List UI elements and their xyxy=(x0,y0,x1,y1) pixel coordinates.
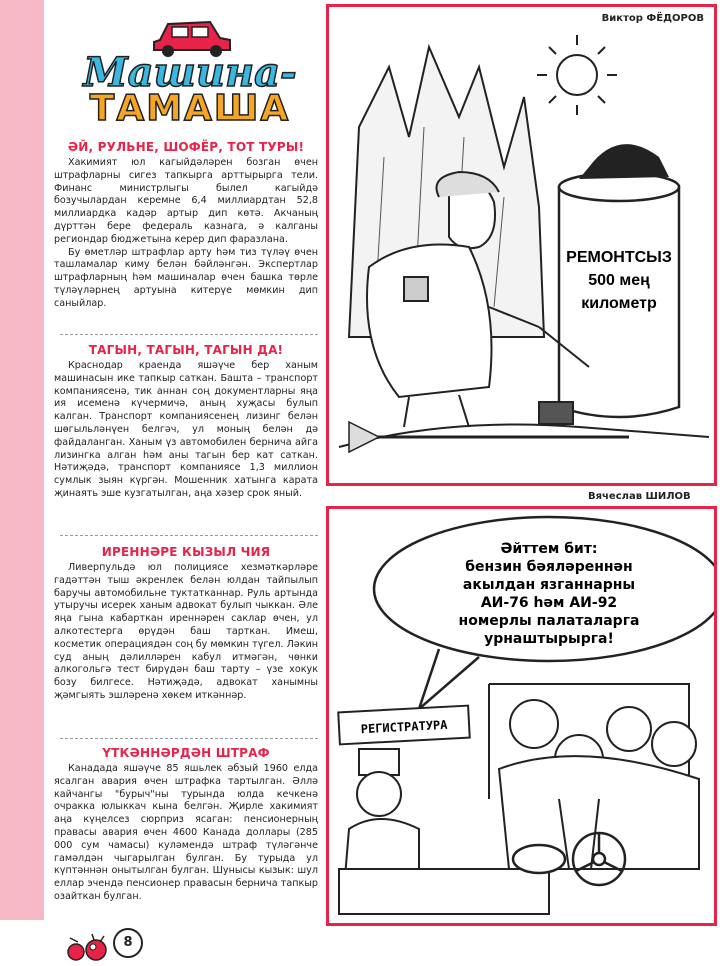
article-paragraph: Краснодар краенда яшәүче бер ханым машинасын ике тапкыр саткан. Башта – транспорт компаниясенә, тик аннан соң документларны яңа ия исеменә күчермичә, аның хуҗасы булып калган. Транспорт компаниясенең лизинг белән шөгыльләнүен белгәч, ул моның белән дә файдаланган. Ханым үз автомобилен бернича айга лизингка алган һәм аны тагын бер кат саткан. Нәтиҗәдә, транспорт компаниясе 1,3 миллион сумлык зыян күргән. Мошенник хатынга карата җинаять эше кузгатылган, аңа хәзер срок яный. xyxy=(54,360,318,499)
tire xyxy=(513,845,565,873)
speech-bubble xyxy=(374,517,714,709)
bubble-line: номерлы палаталарга xyxy=(458,613,640,629)
article-paragraph: Бу өметләр штрафлар арту һәм тиз түләү өчен ташламалар киму белән бәйләнгән. Экспертлар штрафларның һәм машиналар өчен башка төрле түләүләрнең артуына китерүе мөмкин дип саныйлар. xyxy=(54,246,318,309)
article-paragraph: Ливерпульдә юл полициясе хезмәткәрләре гадәттән тыш әкренлек белән юлдан тайпылып баручы автомобильне туктатканнар. Руль артында утыручы исерек ханым адвокат булып чыккан. Әле яңа гына кабарткан иреннәрен саклар өчен, ул алкотестерга өрүдән баш тарткан. Имеш, косметик операциядән соң бу мөмкин түгел. Ләкин суд аның дәлилләрен кабул итмәгән, чөнки алкогольгә тест бирүдән баш тарту – үзе хокук бозу билгесе. Нәтиҗәдә, адвокат ханымны җәмгыять эшләренә хөкем иткәннәр. xyxy=(54,562,318,701)
bubble-line: бензин бәяләреннән xyxy=(465,559,633,575)
article-paragraph: Канадада яшәүче 85 яшьлек әбзый 1960 елда ясалган авария өчен штрафка тартылган. Әллә кайчангы "бурыч"ны турында юлда кечкенә очракка юлыккач кына белгән. Җирле хакимият аңа күңелсез сюрприз ясаган: пенсионерның правасы авария өчен 4600 Канада доллары (285 000 сум чамасы) куләмендә штраф түләгәнче гамәлдән чыгарылган булган. Бу турыда ул күптәннән онытылган булган. Шунысы кызык: шул еллар эчендә пенсионер правасын бернича тапкыр озайткан булган. xyxy=(54,763,318,902)
page-number: 8 xyxy=(113,928,143,958)
cartoon-credit: Виктор ФЁДОРОВ xyxy=(601,13,704,24)
article-red-lips xyxy=(54,545,318,703)
bubble-line: урнаштырырга! xyxy=(484,631,614,647)
registry-sign-text: РЕГИСТРАТУРА xyxy=(360,717,448,737)
article-heading: ТАГЫН, ТАГЫН, ТАГЫН ДА! xyxy=(88,343,284,357)
barrel xyxy=(559,144,679,417)
article-paragraph: Хакимият юл кагыйдәләрен бозган өчен штрафларны сигез тапкырга арттырырга тели. Финанс министрлыгы былел кагыйдә бозучылардан керемне 6,4 миллиардтан 52,8 миллиардка кадәр артыр дип көтә. Акчаның дүрттән бере федераль казнага, ә калганы региондар бюджетына керер дип фаразлана. xyxy=(54,157,318,245)
cartoon-credit: Вячеслав ШИЛОВ xyxy=(588,491,691,502)
page-side-stripe xyxy=(0,0,44,920)
paint-bucket xyxy=(539,402,573,424)
bubble-line: Әйттем бит: xyxy=(500,541,598,557)
sun-icon xyxy=(537,35,617,115)
bubble-line: акылдан язганнарны xyxy=(462,577,636,593)
cartoon-1-drawing xyxy=(329,7,714,483)
article-heading: ҮТКӘННӘРДӘН ШТРАФ xyxy=(102,746,270,760)
logo-line-1: Машина- xyxy=(83,49,297,96)
cartoon-2-drawing xyxy=(329,509,714,923)
registry-sign xyxy=(338,706,469,745)
sign-line: РЕМОНТСЫЗ xyxy=(566,249,672,266)
article-heading: ӘЙ, РУЛЬНЕ, ШОФЁР, ТОТ ТУРЫ! xyxy=(67,140,305,154)
cartoon-panel-1 xyxy=(326,4,717,486)
mascot-icon xyxy=(62,926,112,966)
article-again xyxy=(54,343,318,501)
sign-line: километр xyxy=(581,295,657,312)
article-past-fine xyxy=(54,746,318,904)
logo-line-2: тамаша xyxy=(89,88,291,124)
cartoon-panel-2 xyxy=(326,506,717,926)
divider xyxy=(60,535,318,536)
divider xyxy=(60,738,318,739)
article-heading: ИРЕННӘРЕ КЫЗЫЛ ЧИЯ xyxy=(101,545,271,559)
magazine-logo xyxy=(50,6,330,124)
article-steering xyxy=(54,140,318,311)
bubble-line: АИ-76 һәм АИ-92 xyxy=(480,595,618,611)
divider xyxy=(60,334,318,335)
sign-line: 500 мең xyxy=(588,272,650,289)
